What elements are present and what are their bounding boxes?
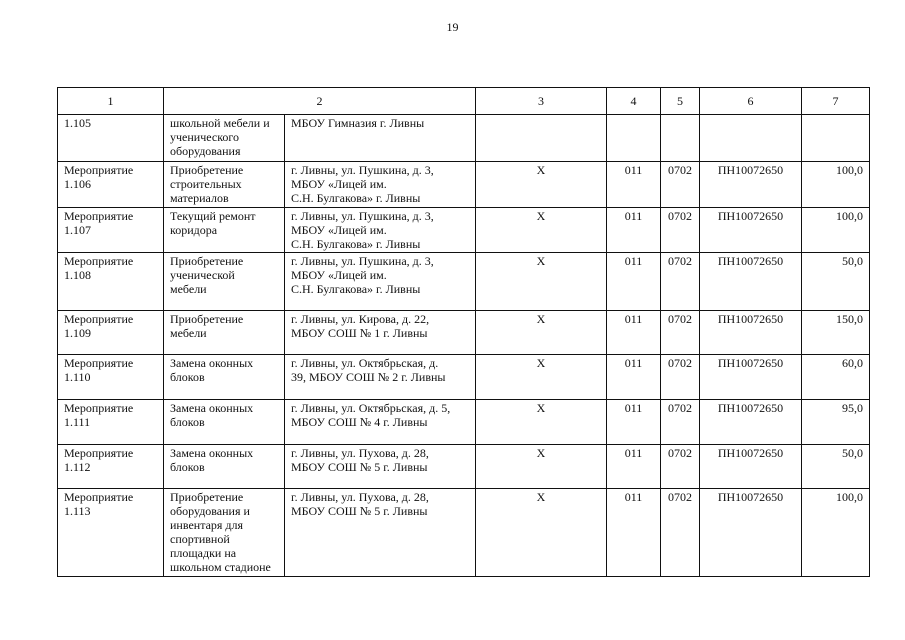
event-id: Мероприятие 1.111 (58, 400, 164, 445)
event-name: Приобретение строительных материалов (164, 162, 285, 208)
cell-c4: 011 (607, 489, 661, 577)
header-col-6: 6 (700, 88, 802, 115)
cell-c7: 100,0 (802, 162, 870, 208)
cell-c4: 011 (607, 253, 661, 311)
event-address: г. Ливны, ул. Кирова, д. 22, МБОУ СОШ № 1 г. Ливны (285, 311, 476, 355)
event-name: Текущий ремонт коридора (164, 208, 285, 253)
cell-c6: ПН10072650 (700, 489, 802, 577)
cell-c4: 011 (607, 162, 661, 208)
event-name: Приобретение оборудования и инвентаря для спортивной площадки на школьном стадионе (164, 489, 285, 577)
cell-c6: ПН10072650 (700, 311, 802, 355)
cell-c4: 011 (607, 355, 661, 400)
cell-c6: ПН10072650 (700, 162, 802, 208)
cell-c7: 60,0 (802, 355, 870, 400)
event-id: Мероприятие 1.112 (58, 445, 164, 489)
cell-c4: 011 (607, 400, 661, 445)
event-name: Замена оконных блоков (164, 445, 285, 489)
cell-c3 (476, 115, 607, 162)
cell-c6: ПН10072650 (700, 253, 802, 311)
budget-table (57, 87, 870, 577)
event-id: Мероприятие 1.107 (58, 208, 164, 253)
cell-c5: 0702 (661, 355, 700, 400)
header-col-5: 5 (661, 88, 700, 115)
header-col-3: 3 (476, 88, 607, 115)
event-name: Замена оконных блоков (164, 355, 285, 400)
table-row (58, 208, 870, 253)
event-id: Мероприятие 1.110 (58, 355, 164, 400)
header-col-7: 7 (802, 88, 870, 115)
cell-c5: 0702 (661, 311, 700, 355)
cell-c3: Х (476, 489, 607, 577)
event-address: г. Ливны, ул. Октябрьская, д. 39, МБОУ СОШ № 2 г. Ливны (285, 355, 476, 400)
header-col-2: 2 (164, 88, 476, 115)
table-row (58, 355, 870, 400)
table-row (58, 445, 870, 489)
table-row (58, 253, 870, 311)
cell-c5 (661, 115, 700, 162)
page-number: 19 (446, 20, 459, 34)
cell-c4: 011 (607, 311, 661, 355)
header-col-4: 4 (607, 88, 661, 115)
cell-c4: 011 (607, 445, 661, 489)
cell-c6: ПН10072650 (700, 208, 802, 253)
cell-c6: ПН10072650 (700, 445, 802, 489)
cell-c4 (607, 115, 661, 162)
table-row (58, 400, 870, 445)
table-row (58, 489, 870, 577)
event-address: г. Ливны, ул. Октябрьская, д. 5, МБОУ СОШ № 4 г. Ливны (285, 400, 476, 445)
header-col-1: 1 (58, 88, 164, 115)
cell-c5: 0702 (661, 489, 700, 577)
cell-c5: 0702 (661, 162, 700, 208)
cell-c7 (802, 115, 870, 162)
cell-c3: Х (476, 311, 607, 355)
cell-c3: Х (476, 355, 607, 400)
event-address: г. Ливны, ул. Пушкина, д. 3, МБОУ «Лицей им. С.Н. Булгакова» г. Ливны (285, 162, 476, 208)
table-row (58, 311, 870, 355)
event-id: Мероприятие 1.109 (58, 311, 164, 355)
event-address: МБОУ Гимназия г. Ливны (285, 115, 476, 162)
cell-c6: ПН10072650 (700, 355, 802, 400)
event-address: г. Ливны, ул. Пухова, д. 28, МБОУ СОШ № 5 г. Ливны (285, 445, 476, 489)
cell-c7: 95,0 (802, 400, 870, 445)
event-name: Приобретение ученической мебели (164, 253, 285, 311)
cell-c5: 0702 (661, 208, 700, 253)
event-address: г. Ливны, ул. Пухова, д. 28, МБОУ СОШ № 5 г. Ливны (285, 489, 476, 577)
cell-c7: 100,0 (802, 208, 870, 253)
cell-c3: Х (476, 253, 607, 311)
cell-c6: ПН10072650 (700, 400, 802, 445)
event-id: Мероприятие 1.113 (58, 489, 164, 577)
event-address: г. Ливны, ул. Пушкина, д. 3, МБОУ «Лицей им. С.Н. Булгакова» г. Ливны (285, 208, 476, 253)
cell-c7: 150,0 (802, 311, 870, 355)
event-id: Мероприятие 1.108 (58, 253, 164, 311)
event-name: Замена оконных блоков (164, 400, 285, 445)
event-id: Мероприятие 1.106 (58, 162, 164, 208)
event-id: 1.105 (58, 115, 164, 162)
cell-c3: Х (476, 162, 607, 208)
table-row (58, 162, 870, 208)
cell-c3: Х (476, 400, 607, 445)
event-name: Приобретение мебели (164, 311, 285, 355)
cell-c5: 0702 (661, 445, 700, 489)
cell-c7: 100,0 (802, 489, 870, 577)
cell-c3: Х (476, 208, 607, 253)
event-name: школьной мебели и ученического оборудования (164, 115, 285, 162)
cell-c7: 50,0 (802, 253, 870, 311)
cell-c4: 011 (607, 208, 661, 253)
header-row (58, 88, 870, 115)
cell-c5: 0702 (661, 400, 700, 445)
cell-c3: Х (476, 445, 607, 489)
cell-c6 (700, 115, 802, 162)
table-row (58, 115, 870, 162)
cell-c5: 0702 (661, 253, 700, 311)
event-address: г. Ливны, ул. Пушкина, д. 3, МБОУ «Лицей им. С.Н. Булгакова» г. Ливны (285, 253, 476, 311)
cell-c7: 50,0 (802, 445, 870, 489)
